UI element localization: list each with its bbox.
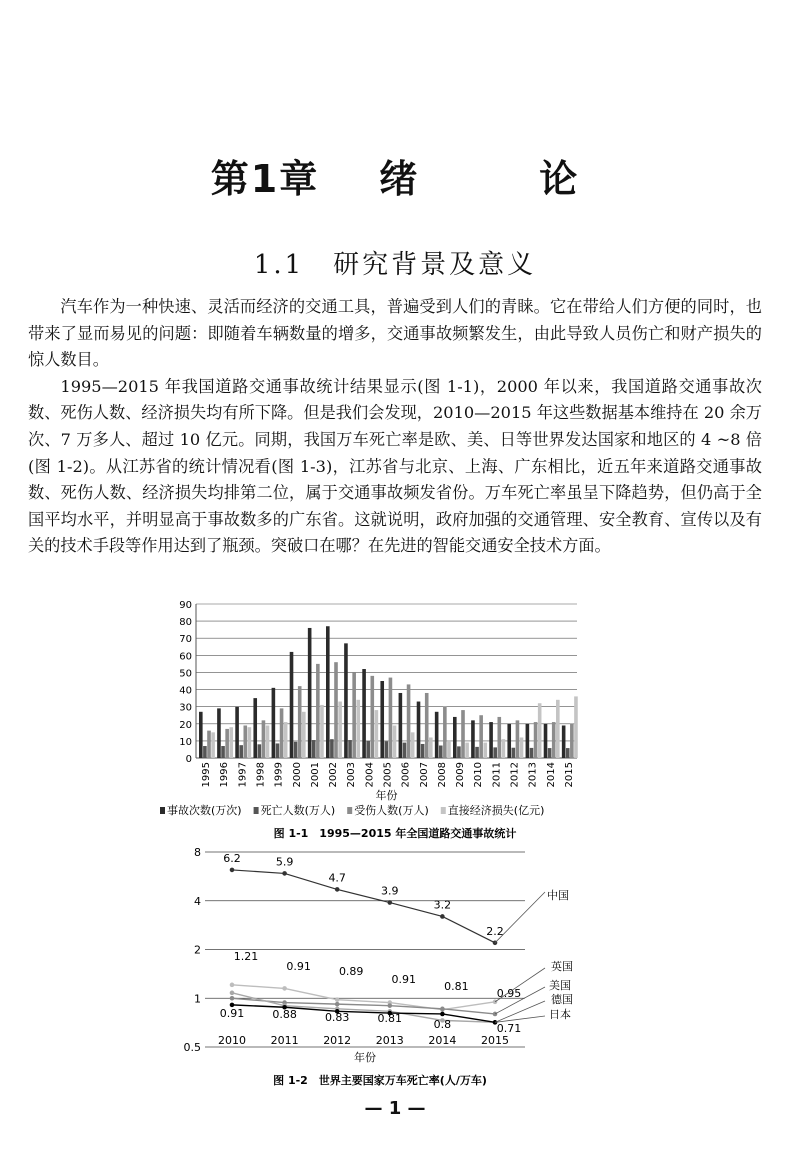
bar-2008-3 bbox=[447, 741, 451, 758]
y-tick-label: 50 bbox=[179, 668, 192, 680]
paragraph-1: 汽车作为一种快速、灵活而经济的交通工具，普遍受到人们的青睐。它在带给人们方便的同时，也带来了显而易见的问题：即随着车辆数量的增多，交通事故频繁发生，由此导致人员伤亡和财产损失的惊人数目。 bbox=[28, 297, 762, 370]
bar-1995-3 bbox=[211, 732, 215, 758]
data-point-美国-2012 bbox=[335, 1002, 340, 1007]
x-tick-label: 2013 bbox=[527, 762, 539, 788]
bar-2006-0 bbox=[399, 693, 403, 758]
bar-2002-3 bbox=[338, 702, 342, 758]
x-tick-label: 2012 bbox=[509, 762, 521, 788]
data-point-美国-2013 bbox=[388, 1003, 393, 1008]
body-text bbox=[28, 294, 762, 560]
x-tick-label: 2012 bbox=[323, 1034, 352, 1047]
legend-swatch-0 bbox=[160, 807, 165, 814]
bar-2004-0 bbox=[362, 669, 366, 758]
data-point-美国-2010 bbox=[230, 996, 235, 1001]
data-point-英国-2012 bbox=[335, 997, 340, 1002]
x-tick-label: 2006 bbox=[400, 762, 412, 788]
bar-1996-3 bbox=[229, 727, 233, 758]
bar-2011-3 bbox=[502, 739, 506, 758]
page-number: — 1 — bbox=[364, 1098, 426, 1119]
data-label: 0.83 bbox=[324, 1011, 350, 1024]
bar-2004-1 bbox=[366, 741, 370, 758]
y-tick-label: 1 bbox=[194, 992, 201, 1006]
y-tick-label: 10 bbox=[179, 736, 192, 748]
legend-entry-2: 受伤人数(万人) bbox=[354, 804, 429, 817]
bar-1996-0 bbox=[217, 708, 221, 758]
bar-2006-3 bbox=[411, 732, 415, 758]
y-tick-label: 4 bbox=[194, 894, 201, 908]
bar-2007-3 bbox=[429, 737, 433, 758]
bar-2014-2 bbox=[552, 722, 556, 758]
data-label: 6.2 bbox=[223, 851, 241, 865]
data-label: 0.81 bbox=[377, 1012, 403, 1025]
data-point-英国-2010 bbox=[230, 983, 235, 988]
bar-2005-1 bbox=[385, 741, 389, 758]
figure-caption: 图 1-2 世界主要国家万车死亡率(人/万车) bbox=[273, 1074, 487, 1087]
x-tick-label: 2013 bbox=[375, 1034, 404, 1047]
x-tick-label: 2010 bbox=[218, 1034, 246, 1047]
legend-entry-3: 直接经济损失(亿元) bbox=[447, 804, 545, 817]
fatality-rate-line-chart bbox=[0, 842, 790, 1092]
bar-2010-0 bbox=[471, 720, 475, 758]
bar-1996-2 bbox=[225, 729, 229, 758]
series-legend-2: 美国 bbox=[549, 979, 571, 992]
bar-2010-3 bbox=[483, 743, 487, 758]
bar-2003-1 bbox=[348, 740, 352, 758]
legend-entry-1: 死亡人数(万人) bbox=[260, 804, 336, 817]
legend-entry-0: 事故次数(万次) bbox=[167, 804, 242, 817]
y-tick-label: 0 bbox=[185, 754, 192, 765]
bar-2000-1 bbox=[294, 742, 298, 758]
data-point-中国-2011 bbox=[282, 871, 287, 876]
y-tick-label: 2 bbox=[194, 943, 201, 957]
series-legend-4: 日本 bbox=[549, 1008, 571, 1021]
bar-1999-2 bbox=[280, 708, 284, 758]
bar-2012-0 bbox=[507, 724, 511, 758]
chapter-number: 第1章 bbox=[210, 157, 320, 201]
bar-2015-0 bbox=[562, 725, 566, 758]
leader-line-中国 bbox=[495, 892, 545, 943]
bar-2001-3 bbox=[320, 705, 324, 758]
bar-2007-0 bbox=[417, 702, 421, 758]
bar-1995-0 bbox=[199, 712, 203, 758]
bar-2009-0 bbox=[453, 717, 457, 758]
bar-2009-2 bbox=[461, 710, 465, 758]
data-point-中国-2010 bbox=[230, 868, 235, 873]
legend-swatch-1 bbox=[254, 807, 259, 814]
accident-statistics-bar-chart bbox=[0, 595, 790, 850]
data-label: 0.91 bbox=[219, 1007, 245, 1020]
data-label: 0.71 bbox=[496, 1022, 522, 1035]
data-label: 3.9 bbox=[381, 884, 399, 898]
x-axis-label: 年份 bbox=[375, 789, 398, 802]
bar-1998-0 bbox=[253, 698, 257, 758]
bar-2008-2 bbox=[443, 707, 447, 758]
bar-1999-1 bbox=[276, 743, 280, 758]
bar-2010-1 bbox=[475, 747, 479, 758]
bar-1995-1 bbox=[203, 746, 207, 758]
series-legend-3: 德国 bbox=[551, 993, 573, 1006]
x-tick-label: 2011 bbox=[491, 762, 503, 788]
bar-2007-1 bbox=[421, 744, 425, 758]
x-tick-label: 2003 bbox=[346, 762, 358, 788]
bar-2006-2 bbox=[407, 684, 411, 758]
x-tick-label: 2009 bbox=[455, 762, 467, 788]
data-label: 0.89 bbox=[338, 965, 364, 978]
data-point-中国-2012 bbox=[335, 887, 340, 892]
data-label: 5.9 bbox=[275, 855, 294, 869]
y-tick-label: 30 bbox=[179, 702, 192, 714]
data-label: 0.91 bbox=[391, 973, 417, 986]
data-label: 0.8 bbox=[433, 1018, 452, 1031]
bar-1997-1 bbox=[239, 745, 243, 758]
data-label: 0.91 bbox=[286, 960, 311, 973]
bar-2011-2 bbox=[497, 717, 501, 758]
bar-1998-3 bbox=[266, 725, 270, 758]
y-tick-label: 90 bbox=[179, 600, 192, 611]
data-label: 2.2 bbox=[486, 924, 504, 938]
x-tick-label: 2007 bbox=[418, 762, 430, 788]
x-tick-label: 1998 bbox=[255, 762, 267, 788]
bar-2006-1 bbox=[403, 743, 407, 758]
bar-1995-2 bbox=[207, 731, 211, 758]
data-point-中国-2013 bbox=[388, 900, 393, 905]
bar-2009-1 bbox=[457, 746, 461, 758]
x-tick-label: 2011 bbox=[270, 1034, 299, 1047]
x-tick-label: 2000 bbox=[291, 762, 303, 788]
legend-swatch-2 bbox=[347, 807, 352, 814]
data-point-英国-2011 bbox=[282, 986, 287, 991]
series-legend-0: 中国 bbox=[547, 889, 569, 902]
x-tick-label: 2015 bbox=[481, 1034, 509, 1047]
data-label: 0.81 bbox=[444, 980, 469, 993]
data-label: 1.21 bbox=[233, 950, 259, 963]
x-tick-label: 2001 bbox=[309, 762, 321, 788]
x-tick-label: 2015 bbox=[563, 762, 575, 788]
bar-2009-3 bbox=[465, 743, 469, 758]
data-point-日本-2014 bbox=[440, 1012, 445, 1017]
bar-2008-0 bbox=[435, 712, 439, 758]
bar-1999-3 bbox=[284, 722, 288, 758]
y-tick-label: 20 bbox=[179, 719, 192, 731]
data-point-英国-2015 bbox=[493, 1000, 498, 1005]
bar-1996-1 bbox=[221, 746, 225, 758]
bar-2015-3 bbox=[574, 696, 578, 758]
bar-2000-2 bbox=[298, 686, 302, 758]
bar-2002-1 bbox=[330, 739, 334, 758]
chapter-title-char-1: 绪 bbox=[379, 157, 420, 201]
bar-2013-3 bbox=[538, 703, 542, 758]
bar-2003-2 bbox=[352, 672, 356, 758]
bar-2003-0 bbox=[344, 643, 348, 758]
bar-2007-2 bbox=[425, 693, 429, 758]
bar-2013-0 bbox=[526, 724, 530, 758]
bar-2013-1 bbox=[530, 748, 534, 758]
y-tick-label: 0.5 bbox=[183, 1041, 201, 1054]
bar-2000-3 bbox=[302, 712, 306, 758]
bar-2014-0 bbox=[544, 724, 548, 758]
bar-2002-0 bbox=[326, 626, 330, 758]
bar-1998-2 bbox=[262, 720, 266, 758]
paragraph-2: 1995—2015 年我国道路交通事故统计结果显示(图 1-1)，2000 年以来，我国道路交通事故次数、死伤人数、经济损失均有所下降。但是我们会发现，2010—2015 年这些数据基本维持在 20 余万次、7 万多人、超过 10 亿元。同期，我国万车死亡率是欧、美、日等世界发达国家和地区的 4 ~8 倍(图 1-2)。从江苏省的统计情况看(图 1-3)，江苏省与北京、上海、广东相比，近五年来道路交通事故数、死伤人数、经济损失均排第二位，属于交通事故频发省份。万车死亡率虽呈下降趋势，但仍高于全国平均水平，并明显高于事故数多的广东省。这就说明，政府加强的交通管理、安全教育、宣传以及有关的技术手段等作用达到了瓶颈。突破口在哪？在先进的智能交通安全技术方面。 bbox=[28, 376, 762, 556]
section-title: 1.1 研究背景及意义 bbox=[253, 250, 537, 280]
series-line-中国 bbox=[232, 870, 495, 943]
bar-2001-1 bbox=[312, 740, 316, 758]
bar-2005-0 bbox=[380, 681, 384, 758]
bar-1997-3 bbox=[248, 727, 252, 758]
bar-1998-1 bbox=[258, 744, 262, 758]
bar-1997-0 bbox=[235, 707, 239, 758]
x-tick-label: 2010 bbox=[473, 762, 485, 788]
bar-2010-2 bbox=[479, 715, 483, 758]
bar-2012-2 bbox=[516, 720, 520, 758]
x-tick-label: 1995 bbox=[201, 762, 213, 788]
data-label: 0.95 bbox=[496, 987, 522, 1000]
bar-1997-2 bbox=[243, 725, 247, 758]
y-tick-label: 40 bbox=[179, 685, 192, 697]
data-label: 3.2 bbox=[433, 898, 452, 912]
y-tick-label: 8 bbox=[194, 846, 201, 859]
bar-2014-1 bbox=[548, 748, 552, 758]
bar-2012-1 bbox=[512, 748, 516, 758]
series-legend-1: 英国 bbox=[551, 960, 573, 973]
bar-2011-0 bbox=[489, 722, 493, 758]
bar-2004-2 bbox=[370, 676, 374, 758]
x-tick-label: 2002 bbox=[328, 762, 340, 788]
chapter-title bbox=[0, 148, 790, 203]
bar-1999-0 bbox=[272, 688, 276, 758]
bar-2015-1 bbox=[566, 748, 570, 758]
bar-2001-2 bbox=[316, 664, 320, 758]
x-tick-label: 1999 bbox=[273, 762, 285, 788]
x-axis-label: 年份 bbox=[354, 1051, 376, 1064]
data-label: 0.88 bbox=[272, 1008, 297, 1021]
y-tick-label: 80 bbox=[179, 617, 192, 629]
data-point-中国-2014 bbox=[440, 914, 445, 919]
figure-caption: 图 1-1 1995—2015 年全国道路交通事故统计 bbox=[273, 827, 517, 840]
x-tick-label: 2014 bbox=[545, 762, 557, 788]
data-label: 4.7 bbox=[328, 871, 346, 885]
bar-2013-2 bbox=[534, 722, 538, 758]
data-point-德国-2010 bbox=[230, 991, 235, 996]
x-tick-label: 2008 bbox=[436, 762, 448, 788]
bar-2004-3 bbox=[375, 710, 379, 758]
bar-2005-3 bbox=[393, 725, 397, 758]
x-tick-label: 2014 bbox=[428, 1034, 457, 1047]
bar-2002-2 bbox=[334, 662, 338, 758]
bar-2001-0 bbox=[308, 628, 312, 758]
bar-2000-0 bbox=[290, 652, 294, 758]
bar-2012-3 bbox=[520, 737, 524, 758]
y-tick-label: 60 bbox=[179, 651, 192, 663]
data-point-美国-2014 bbox=[440, 1007, 445, 1012]
legend-swatch-3 bbox=[441, 807, 446, 814]
bar-2014-3 bbox=[556, 700, 560, 758]
y-tick-label: 70 bbox=[179, 634, 192, 646]
bar-2003-3 bbox=[356, 700, 360, 758]
x-tick-label: 2005 bbox=[382, 762, 394, 788]
bar-2011-1 bbox=[493, 747, 497, 758]
x-tick-label: 1996 bbox=[219, 762, 231, 788]
chapter-title-char-2: 论 bbox=[539, 157, 580, 201]
x-tick-label: 2004 bbox=[364, 762, 376, 788]
bar-2008-1 bbox=[439, 746, 443, 758]
x-tick-label: 1997 bbox=[237, 762, 249, 788]
bar-2015-2 bbox=[570, 724, 574, 758]
bar-2005-2 bbox=[389, 678, 393, 758]
